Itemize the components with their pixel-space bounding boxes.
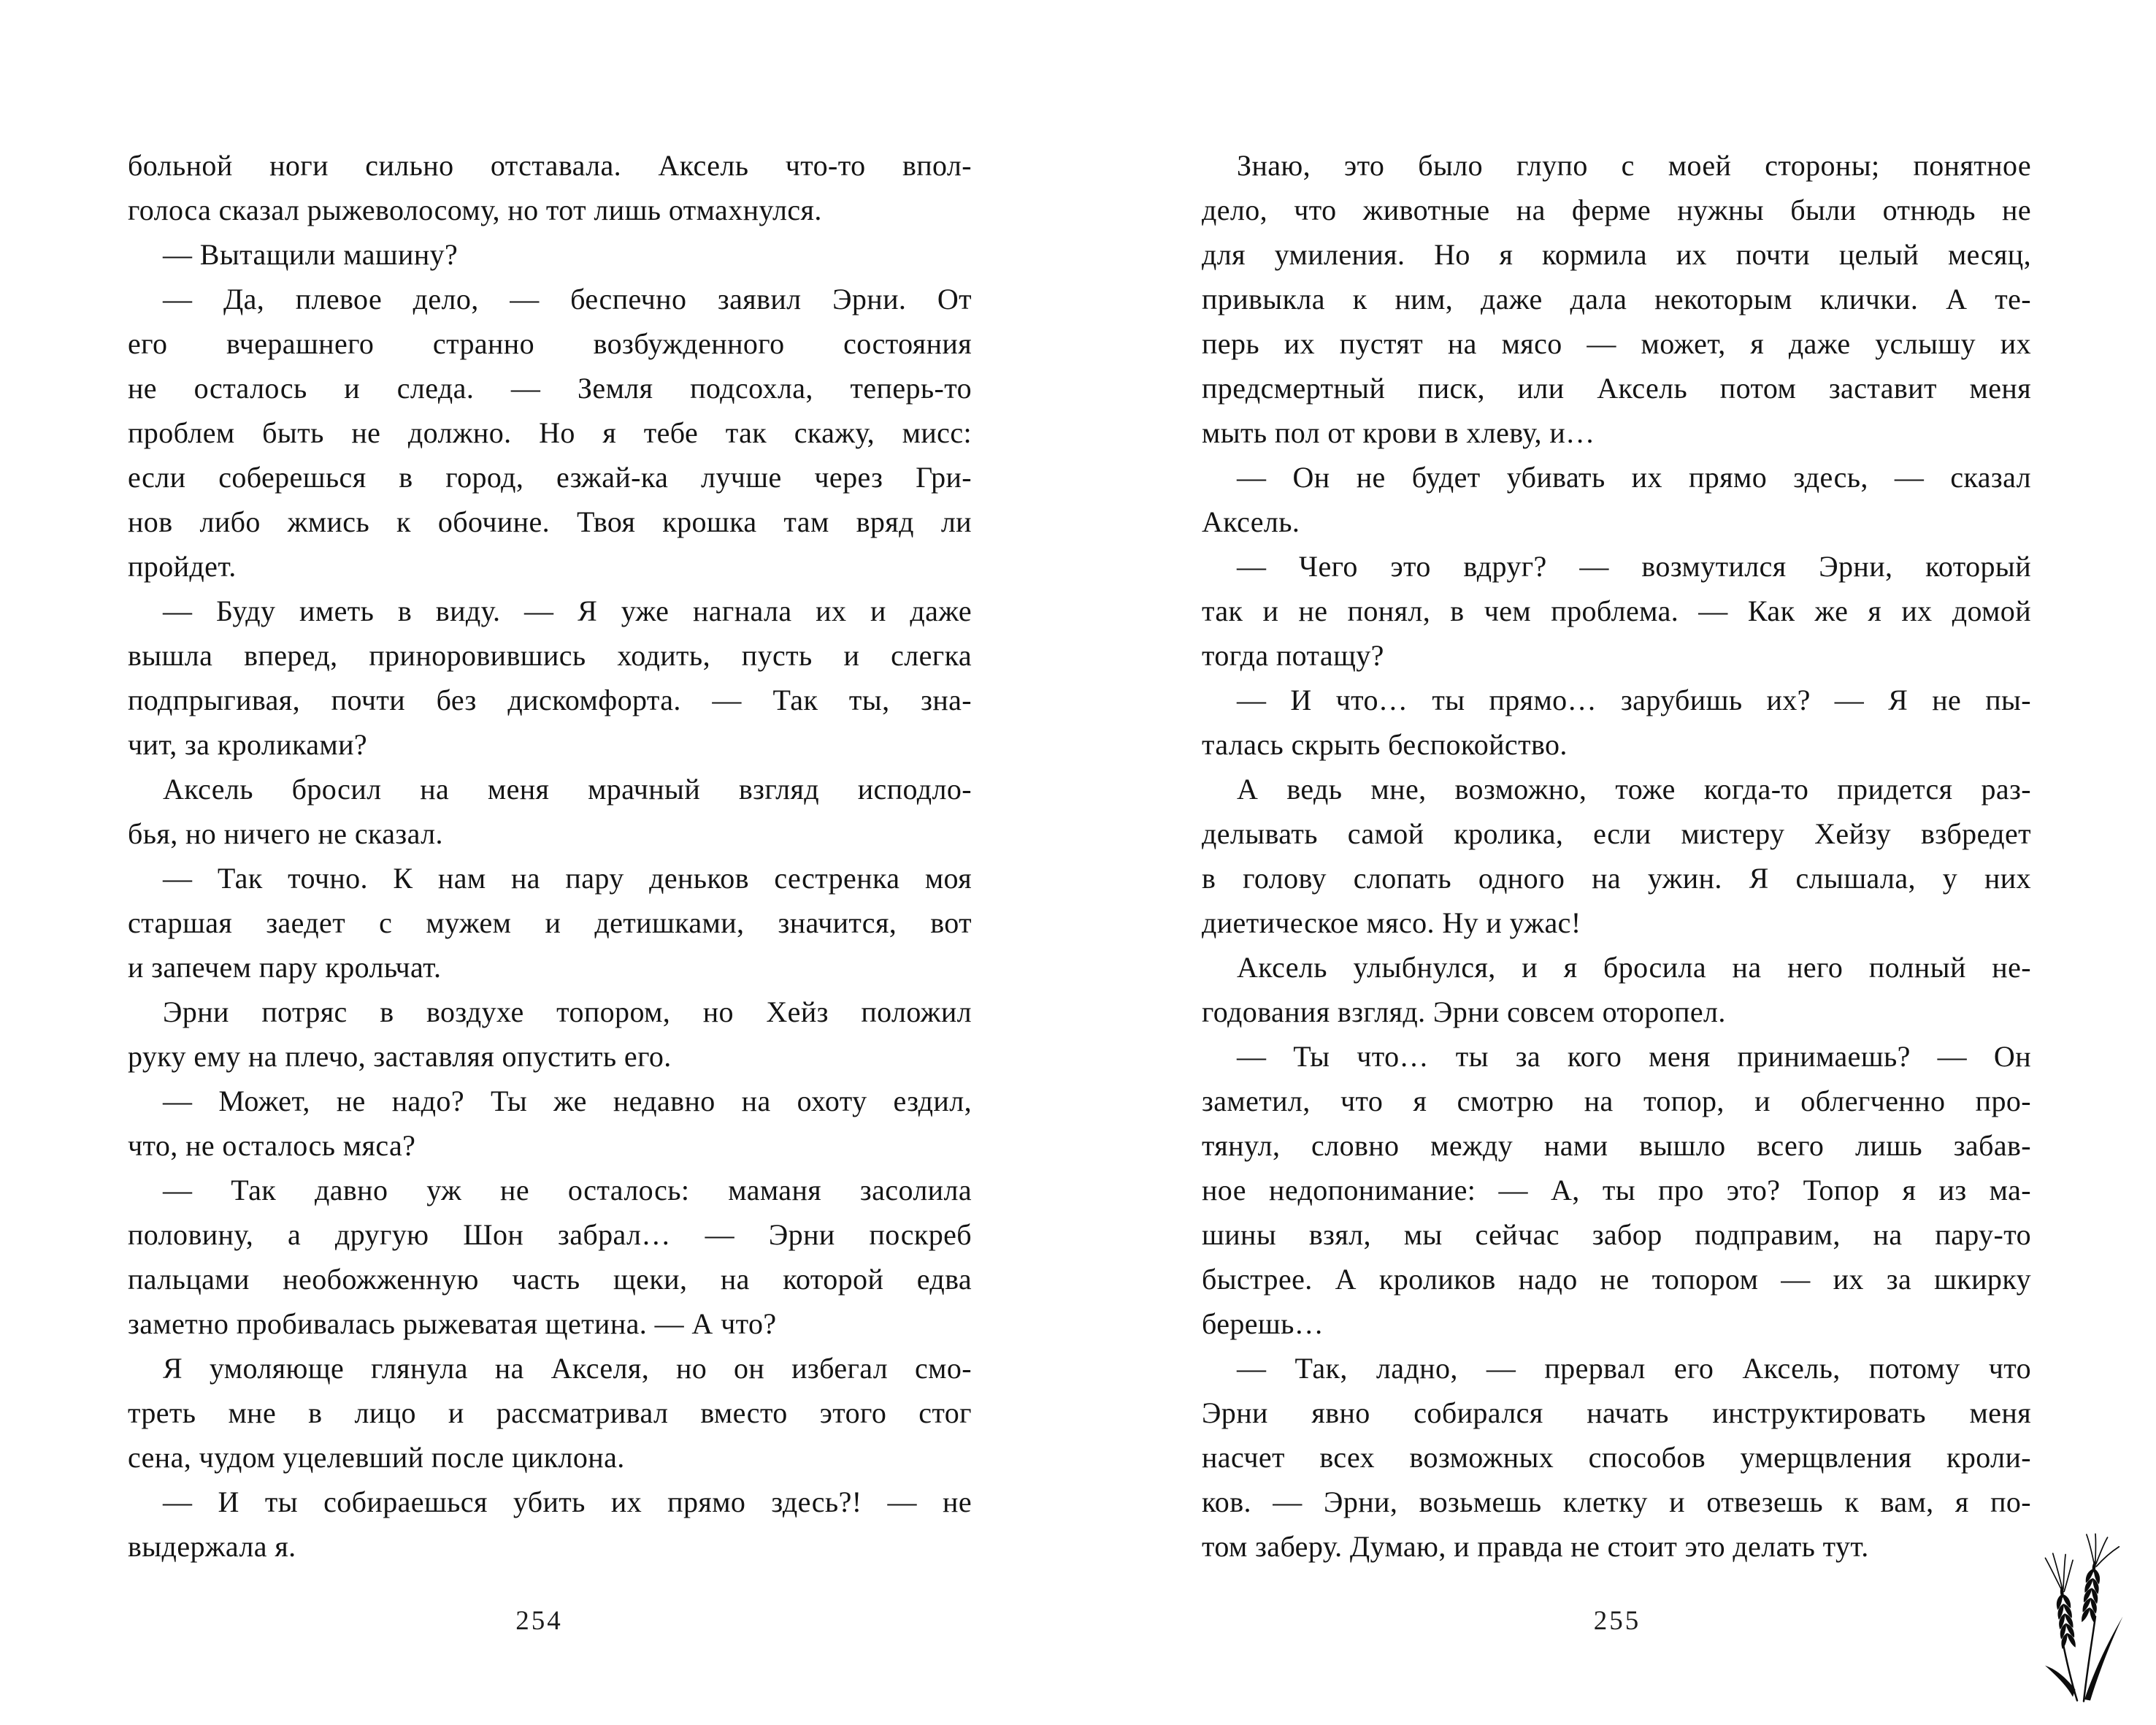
text-line: Я умоляюще глянула на Акселя, но он избегал смо- bbox=[163, 1352, 972, 1385]
text-line: проблем быть не должно. Но я тебе так скажу, мисс: bbox=[128, 416, 972, 449]
text-line: нов либо жмись к обочине. Твоя крошка там вряд ли bbox=[128, 505, 972, 538]
text-line: — Так точно. К нам на пару деньков сестренка моя bbox=[163, 862, 972, 895]
text-line: — Да, плевое дело, — беспечно заявил Эрни. От bbox=[163, 283, 972, 315]
text-line: вышла вперед, приноровившись ходить, пусть и слегка bbox=[128, 639, 972, 672]
text-line: сена, чудом уцелевший после циклона. bbox=[128, 1441, 625, 1474]
text-line: пальцами необожженную часть щеки, на которой едва bbox=[128, 1263, 972, 1296]
text-line: его вчерашнего странно возбужденного состояния bbox=[128, 327, 972, 360]
text-line: привыкла к ним, даже дала некоторым клички. А те- bbox=[1202, 283, 2031, 315]
text-line: выдержала я. bbox=[128, 1530, 296, 1563]
text-line: треть мне в лицо и рассматривал вместо этого стог bbox=[128, 1396, 972, 1429]
text-line: не осталось и следа. — Земля подсохла, теперь-то bbox=[128, 372, 972, 405]
text-line: Аксель бросил на меня мрачный взгляд исподло- bbox=[163, 773, 972, 806]
text-line: делывать самой кролика, если мистеру Хейзу взбредет bbox=[1202, 817, 2031, 850]
text-line: ное недопонимание: — А, ты про это? Топор я из ма- bbox=[1202, 1174, 2031, 1206]
text-line: Знаю, это было глупо с моей стороны; понятное bbox=[1237, 149, 2031, 182]
text-line: руку ему на плечо, заставляя опустить его. bbox=[128, 1040, 672, 1073]
text-line: заметил, что я смотрю на топор, и облегченно про- bbox=[1202, 1085, 2031, 1117]
text-line: перь их пустят на мясо — может, я даже услышу их bbox=[1202, 327, 2031, 360]
text-line: насчет всех возможных способов умерщвления кроли- bbox=[1202, 1441, 2031, 1474]
text-line: — Ты что… ты за кого меня принимаешь? — Он bbox=[1237, 1040, 2031, 1073]
text-line: бья, но ничего не сказал. bbox=[128, 817, 443, 850]
text-line: Эрни явно собирался начать инструктировать меня bbox=[1202, 1396, 2031, 1429]
text-line: ков. — Эрни, возьмешь клетку и отвезешь к вам, я по- bbox=[1202, 1485, 2031, 1518]
text-line: голоса сказал рыжеволосому, но тот лишь отмахнулся. bbox=[128, 194, 822, 226]
text-line: Эрни потряс в воздухе топором, но Хейз положил bbox=[163, 995, 972, 1028]
page-number-right: 255 bbox=[1593, 1606, 1641, 1636]
text-line: предсмертный писк, или Аксель потом заставит меня bbox=[1202, 372, 2031, 405]
page-right bbox=[1078, 0, 2156, 1725]
text-line: если соберешься в город, езжай-ка лучше через Гри- bbox=[128, 461, 972, 494]
text-line: — И что… ты прямо… зарубишь их? — Я не пы- bbox=[1237, 684, 2031, 716]
text-line: старшая заедет с мужем и детишками, значится, вот bbox=[128, 906, 972, 939]
page-right-text bbox=[1202, 143, 2031, 1569]
text-line: в голову слопать одного на ужин. Я слышала, у них bbox=[1202, 862, 2031, 895]
text-line: подпрыгивая, почти без дискомфорта. — Так ты, зна- bbox=[128, 684, 972, 716]
text-line: Аксель улыбнулся, и я бросила на него полный не- bbox=[1237, 951, 2031, 984]
wheat-ears-icon bbox=[2026, 1532, 2136, 1706]
text-line: Аксель. bbox=[1202, 505, 1300, 538]
text-line: — Вытащили машину? bbox=[163, 238, 459, 271]
page-number-left: 254 bbox=[515, 1606, 563, 1636]
text-line: дело, что животные на ферме нужны были отнюдь не bbox=[1202, 194, 2031, 226]
text-line: — Буду иметь в виду. — Я уже нагнала их и даже bbox=[163, 594, 972, 627]
text-line: А ведь мне, возможно, тоже когда-то придется раз- bbox=[1237, 773, 2031, 806]
text-line: больной ноги сильно отставала. Аксель что-то впол- bbox=[128, 149, 972, 182]
text-line: диетическое мясо. Ну и ужас! bbox=[1202, 906, 1581, 939]
text-line: заметно пробивалась рыжеватая щетина. — А что? bbox=[128, 1307, 777, 1340]
text-line: том заберу. Думаю, и правда не стоит это делать тут. bbox=[1202, 1530, 1869, 1563]
text-line: половину, а другую Шон забрал… — Эрни поскреб bbox=[128, 1218, 972, 1251]
text-line: быстрее. А кроликов надо не топором — их за шкирку bbox=[1202, 1263, 2031, 1296]
text-line: — Чего это вдруг? — возмутился Эрни, который bbox=[1237, 550, 2031, 583]
text-line: — Так давно уж не осталось: маманя засолила bbox=[163, 1174, 972, 1206]
text-line: талась скрыть беспокойство. bbox=[1202, 728, 1568, 761]
text-line: для умиления. Но я кормила их почти целый месяц, bbox=[1202, 238, 2031, 271]
text-line: тогда потащу? bbox=[1202, 639, 1384, 672]
text-line: — И ты собираешься убить их прямо здесь?! — не bbox=[163, 1485, 972, 1518]
page-left-text bbox=[128, 143, 972, 1569]
text-line: — Так, ладно, — прервал его Аксель, потому что bbox=[1237, 1352, 2031, 1385]
text-line: и запечем пару крольчат. bbox=[128, 951, 442, 984]
text-line: мыть пол от крови в хлеву, и… bbox=[1202, 416, 1595, 449]
text-line: пройдет. bbox=[128, 550, 237, 583]
text-line: годования взгляд. Эрни совсем оторопел. bbox=[1202, 995, 1726, 1028]
text-line: — Может, не надо? Ты же недавно на охоту ездил, bbox=[163, 1085, 972, 1117]
text-line: берешь… bbox=[1202, 1307, 1324, 1340]
text-line: что, не осталось мяса? bbox=[128, 1129, 416, 1162]
text-line: так и не понял, в чем проблема. — Как же я их домой bbox=[1202, 594, 2031, 627]
text-line: тянул, словно между нами вышло всего лишь забав- bbox=[1202, 1129, 2031, 1162]
text-line: чит, за кроликами? bbox=[128, 728, 368, 761]
text-line: шины взял, мы сейчас забор подправим, на пару-то bbox=[1202, 1218, 2031, 1251]
text-line: — Он не будет убивать их прямо здесь, — сказал bbox=[1237, 461, 2031, 494]
